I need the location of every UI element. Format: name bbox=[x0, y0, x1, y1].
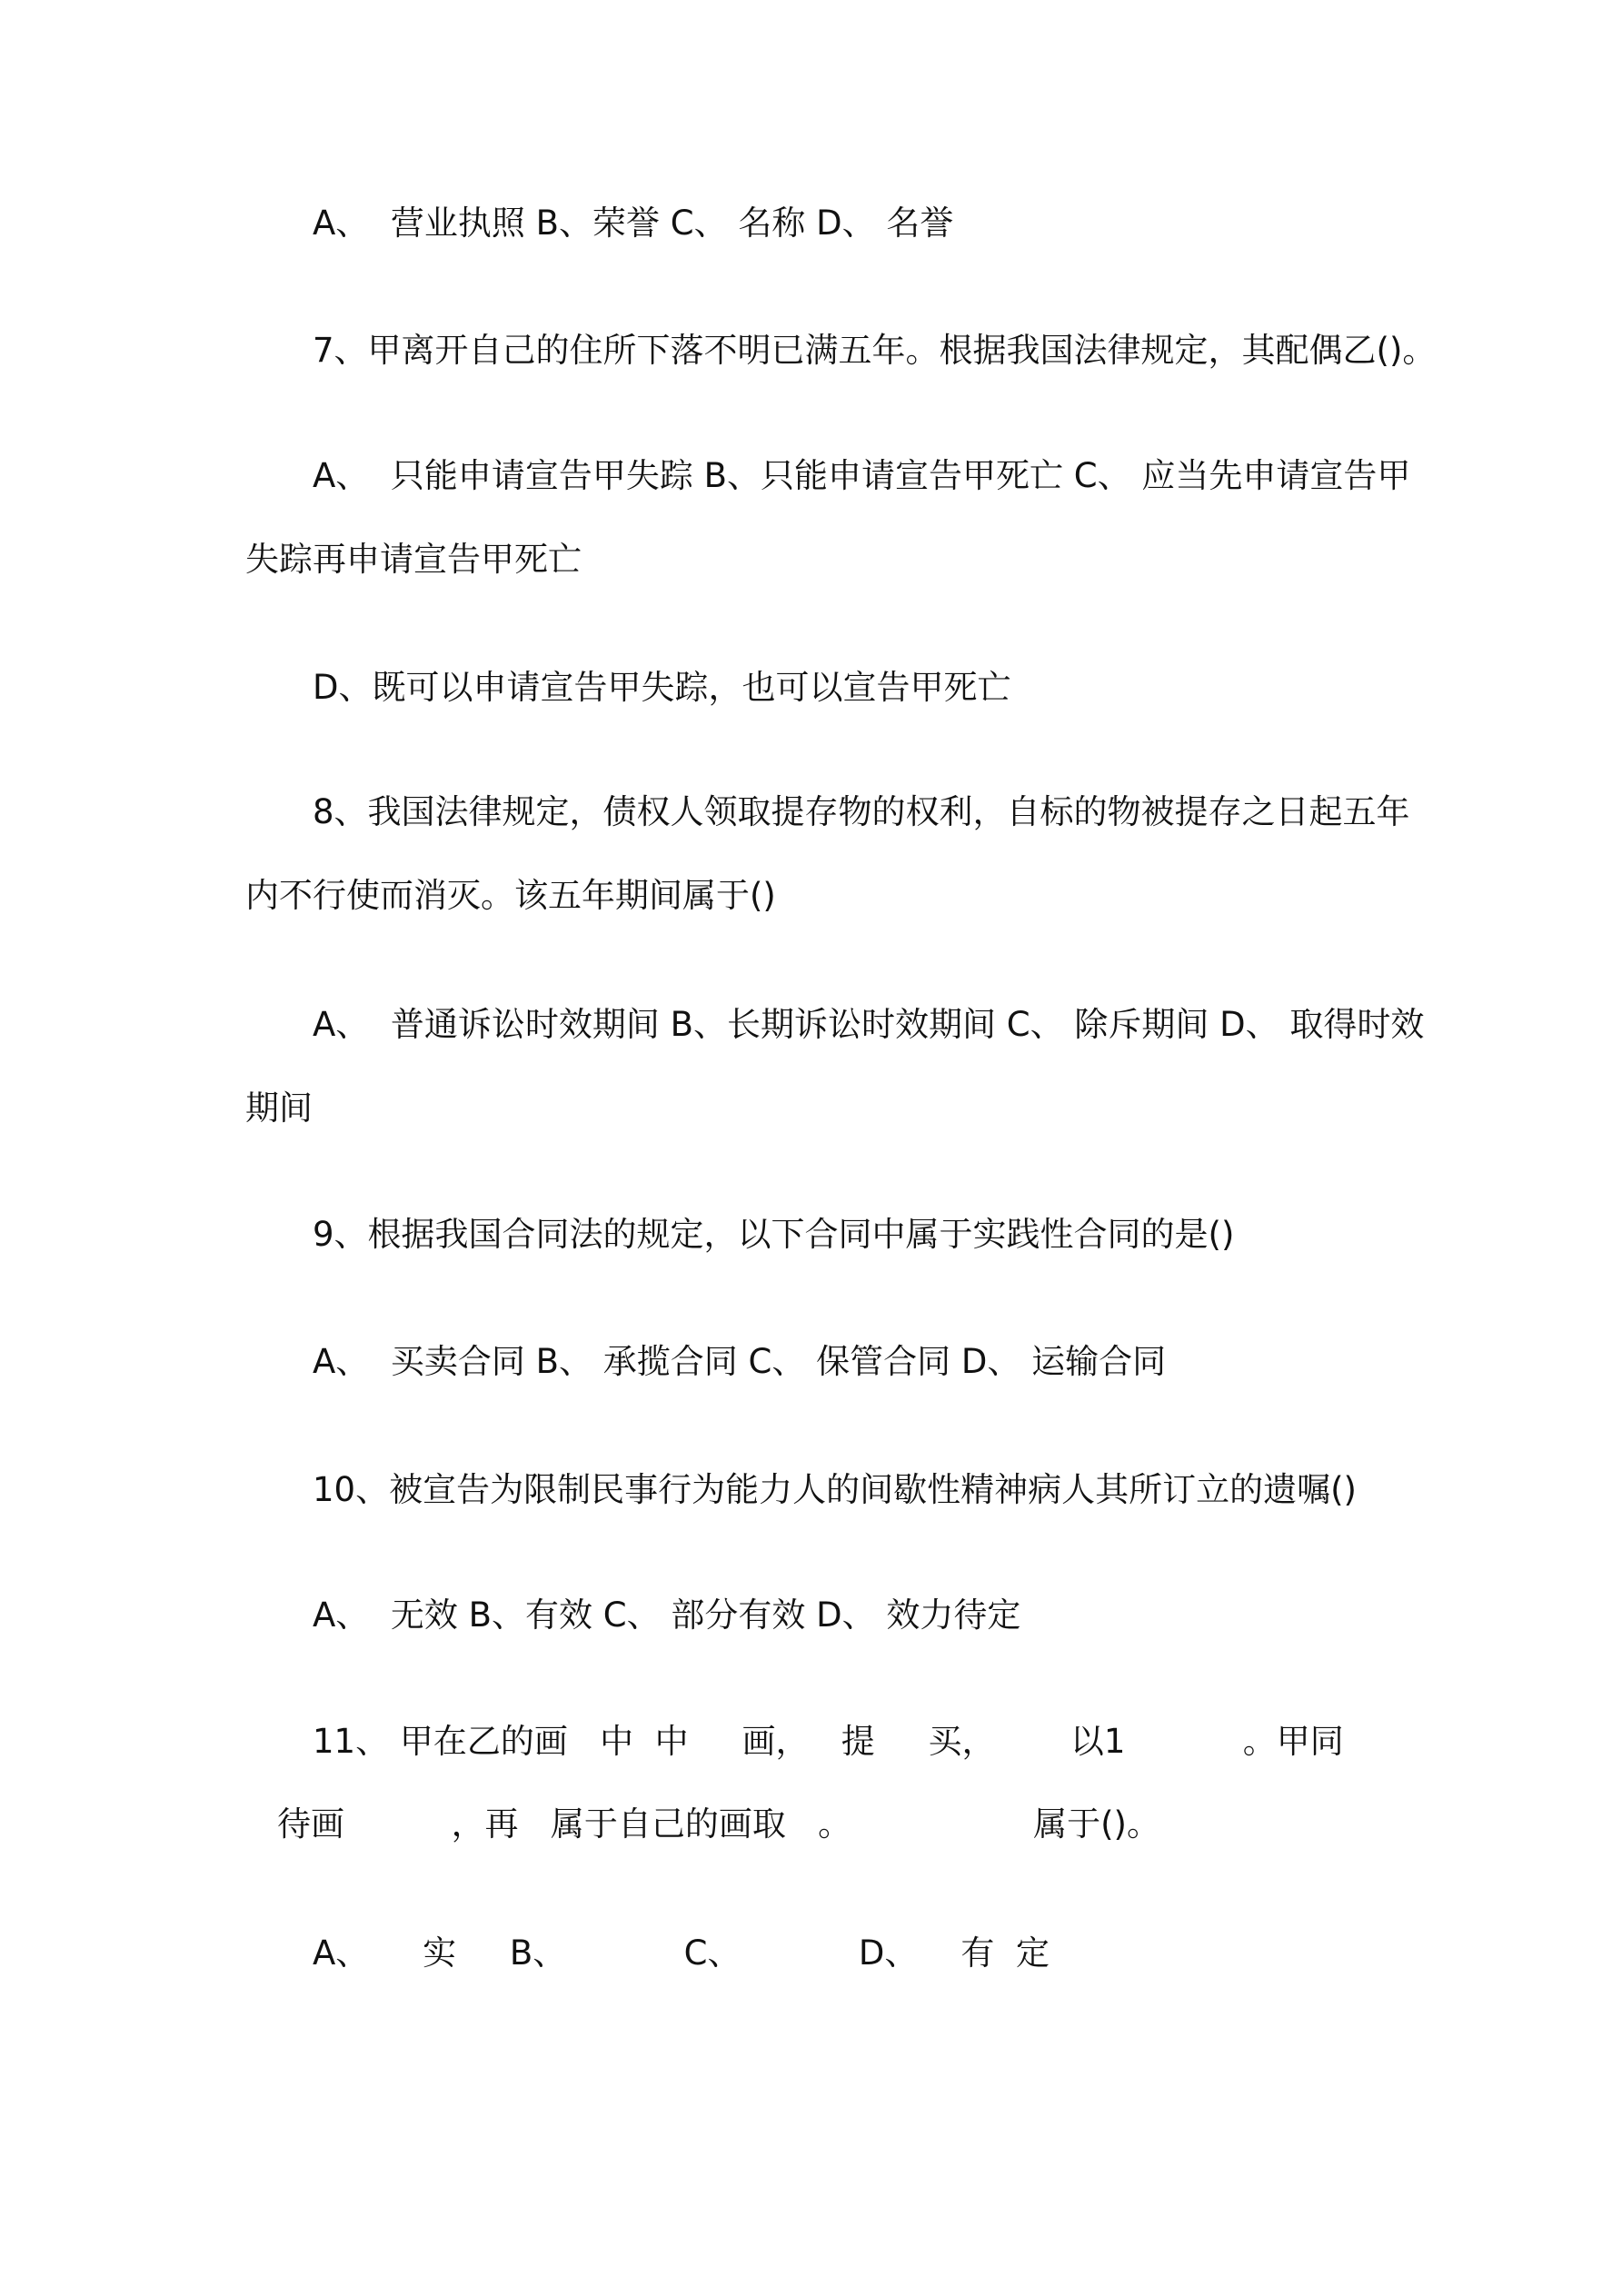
q7-options-line2: 失踪再申请宣告甲死亡 bbox=[245, 540, 582, 579]
q10-options: A、 无效 B、有效 C、 部分有效 D、 效力待定 bbox=[313, 1595, 1021, 1635]
q9-options: A、 买卖合同 B、 承揽合同 C、 保管合同 D、 运输合同 bbox=[313, 1342, 1167, 1381]
q7-question: 7、甲离开自己的住所下落不明已满五年。根据我国法律规定，其配偶乙()。 bbox=[313, 331, 1437, 370]
q7-option-d: D、既可以申请宣告甲失踪，也可以宣告甲死亡 bbox=[313, 668, 1011, 707]
q9-question: 9、根据我国合同法的规定，以下合同中属于实践性合同的是() bbox=[313, 1215, 1235, 1254]
q8-options-line2: 期间 bbox=[245, 1088, 313, 1128]
q11-question-line1: 11、 甲在乙的画 中 中 画， 提 买， 以1 。甲同 bbox=[313, 1722, 1344, 1761]
q7-options-line1: A、 只能申请宣告甲失踪 B、只能申请宣告甲死亡 C、 应当先申请宣告甲 bbox=[313, 456, 1411, 495]
q10-question: 10、被宣告为限制民事行为能力人的间歇性精神病人其所订立的遗嘱() bbox=[313, 1470, 1357, 1509]
q8-options-line1: A、 普通诉讼时效期间 B、长期诉讼时效期间 C、 除斥期间 D、 取得时效 bbox=[313, 1005, 1425, 1044]
q8-question-line2: 内不行使而消灭。该五年期间属于() bbox=[245, 876, 776, 915]
q11-options: A、 实 B、 C、 D、 有 定 bbox=[313, 1933, 1050, 1973]
q11-question-line2: 待画 ，再 属于自己的画取 。 属于()。 bbox=[277, 1804, 1160, 1844]
q6-options: A、 营业执照 B、荣誉 C、 名称 D、 名誉 bbox=[313, 204, 954, 243]
q8-question-line1: 8、我国法律规定，债权人领取提存物的权利，自标的物被提存之日起五年 bbox=[313, 792, 1410, 831]
